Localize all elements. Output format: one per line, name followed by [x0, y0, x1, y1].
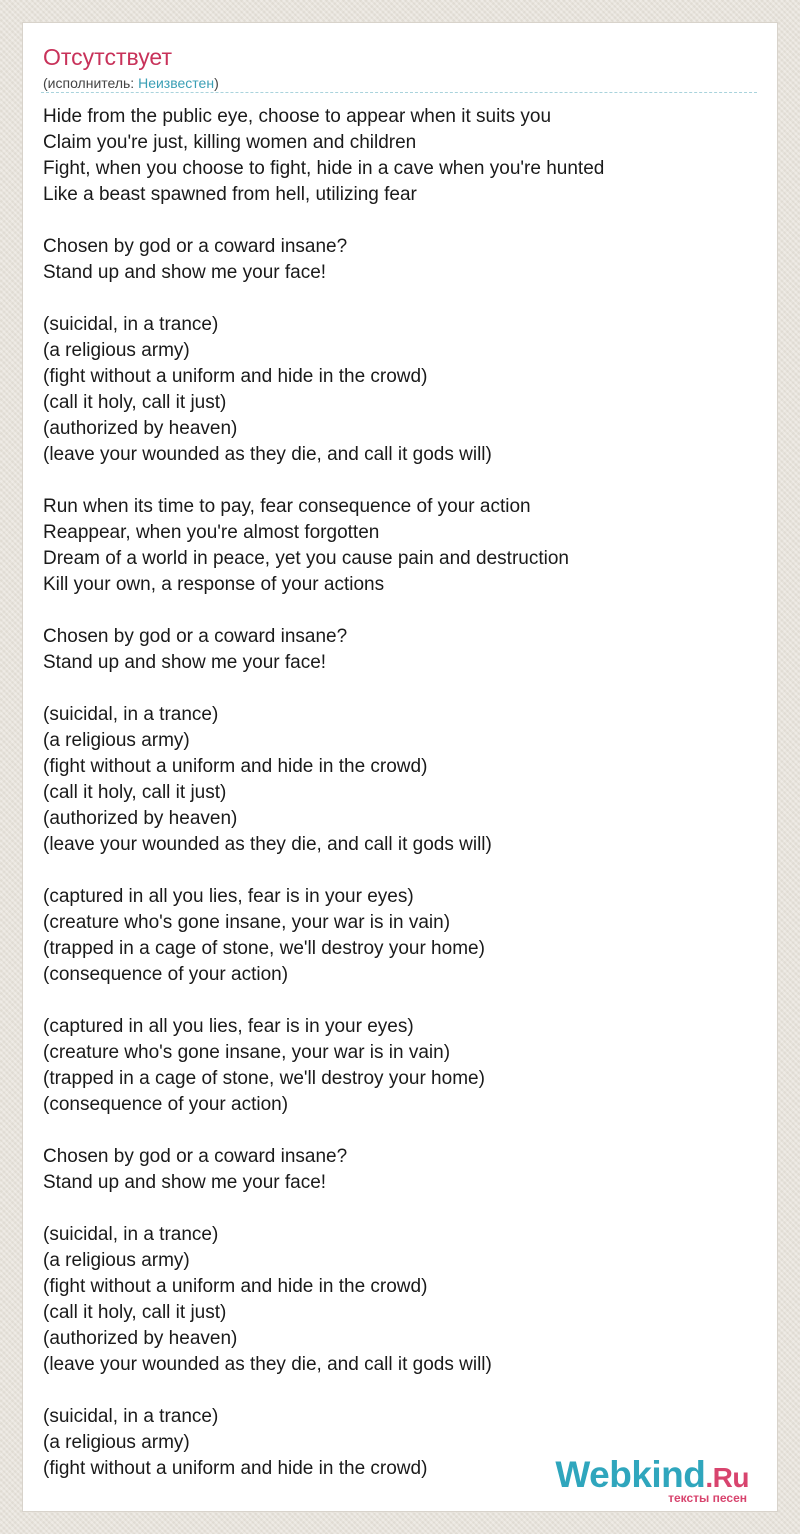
lyric-line: Like a beast spawned from hell, utilizing fear — [43, 184, 417, 205]
lyric-line: Reappear, when you're almost forgotten — [43, 522, 380, 543]
lyric-line: (call it holy, call it just) — [43, 392, 227, 413]
lyric-line: Kill your own, a response of your actions — [43, 574, 385, 595]
stanza-break — [43, 988, 759, 1014]
lyric-line: (fight without a uniform and hide in the crowd) — [43, 1458, 428, 1479]
lyric-line: (authorized by heaven) — [43, 808, 238, 829]
lyric-line: (a religious army) — [43, 1250, 190, 1271]
lyric-line: (fight without a uniform and hide in the crowd) — [43, 756, 428, 777]
lyric-line: Fight, when you choose to fight, hide in a cave when you're hunted — [43, 158, 605, 179]
lyric-line: (fight without a uniform and hide in the crowd) — [43, 1276, 428, 1297]
lyric-line: (a religious army) — [43, 730, 190, 751]
lyric-line: (call it holy, call it just) — [43, 782, 227, 803]
lyric-line: (creature who's gone insane, your war is in vain) — [43, 912, 451, 933]
stanza-break — [43, 1118, 759, 1144]
lyrics-card — [22, 22, 778, 1512]
lyric-line: (captured in all you lies, fear is in your eyes) — [43, 1016, 414, 1037]
lyric-line: (consequence of your action) — [43, 964, 289, 985]
lyric-line: Dream of a world in peace, yet you cause pain and destruction — [43, 548, 569, 569]
stanza-break — [43, 676, 759, 702]
artist-prefix: (исполнитель: — [43, 75, 139, 91]
lyric-line: (suicidal, in a trance) — [43, 1224, 219, 1245]
artist-suffix: ) — [214, 75, 219, 91]
header-divider — [41, 92, 757, 93]
lyric-line: Chosen by god or a coward insane? — [43, 236, 348, 257]
lyric-line: Chosen by god or a coward insane? — [43, 1146, 348, 1167]
artist-link[interactable]: Неизвестен — [138, 75, 215, 91]
watermark-tagline: тексты песен — [668, 1491, 747, 1505]
site-watermark — [555, 1456, 749, 1505]
lyric-line: Run when its time to pay, fear consequence of your action — [43, 496, 531, 517]
lyrics-text — [43, 104, 759, 1482]
lyric-line: (a religious army) — [43, 1432, 190, 1453]
stanza-break — [43, 208, 759, 234]
lyric-line: Stand up and show me your face! — [43, 1172, 327, 1193]
lyric-line: Chosen by god or a coward insane? — [43, 626, 348, 647]
lyric-line: (leave your wounded as they die, and call it gods will) — [43, 834, 492, 855]
lyric-line: (leave your wounded as they die, and call it gods will) — [43, 444, 492, 465]
lyric-line: Stand up and show me your face! — [43, 652, 327, 673]
lyric-line: (creature who's gone insane, your war is in vain) — [43, 1042, 451, 1063]
stanza-break — [43, 858, 759, 884]
lyric-line: (authorized by heaven) — [43, 418, 238, 439]
lyric-line: Hide from the public eye, choose to appear when it suits you — [43, 106, 552, 127]
lyric-line: Claim you're just, killing women and children — [43, 132, 417, 153]
lyric-line: (trapped in a cage of stone, we'll destroy your home) — [43, 1068, 485, 1089]
watermark-brand: Webkind — [555, 1454, 706, 1495]
lyric-line: (call it holy, call it just) — [43, 1302, 227, 1323]
watermark-tld: .Ru — [705, 1462, 749, 1493]
lyric-line: (consequence of your action) — [43, 1094, 289, 1115]
lyric-line: (suicidal, in a trance) — [43, 314, 219, 335]
stanza-break — [43, 598, 759, 624]
lyric-line: (trapped in a cage of stone, we'll destroy your home) — [43, 938, 485, 959]
lyric-line: (suicidal, in a trance) — [43, 704, 219, 725]
lyric-line: (fight without a uniform and hide in the crowd) — [43, 366, 428, 387]
stanza-break — [43, 468, 759, 494]
stanza-break — [43, 1378, 759, 1404]
song-title: Отсутствует — [43, 44, 172, 70]
lyric-line: (a religious army) — [43, 340, 190, 361]
stanza-break — [43, 1196, 759, 1222]
lyric-line: (captured in all you lies, fear is in your eyes) — [43, 886, 414, 907]
lyric-line: (leave your wounded as they die, and call it gods will) — [43, 1354, 492, 1375]
artist-line — [43, 74, 219, 92]
lyric-line: Stand up and show me your face! — [43, 262, 327, 283]
stanza-break — [43, 286, 759, 312]
lyric-line: (authorized by heaven) — [43, 1328, 238, 1349]
lyric-line: (suicidal, in a trance) — [43, 1406, 219, 1427]
